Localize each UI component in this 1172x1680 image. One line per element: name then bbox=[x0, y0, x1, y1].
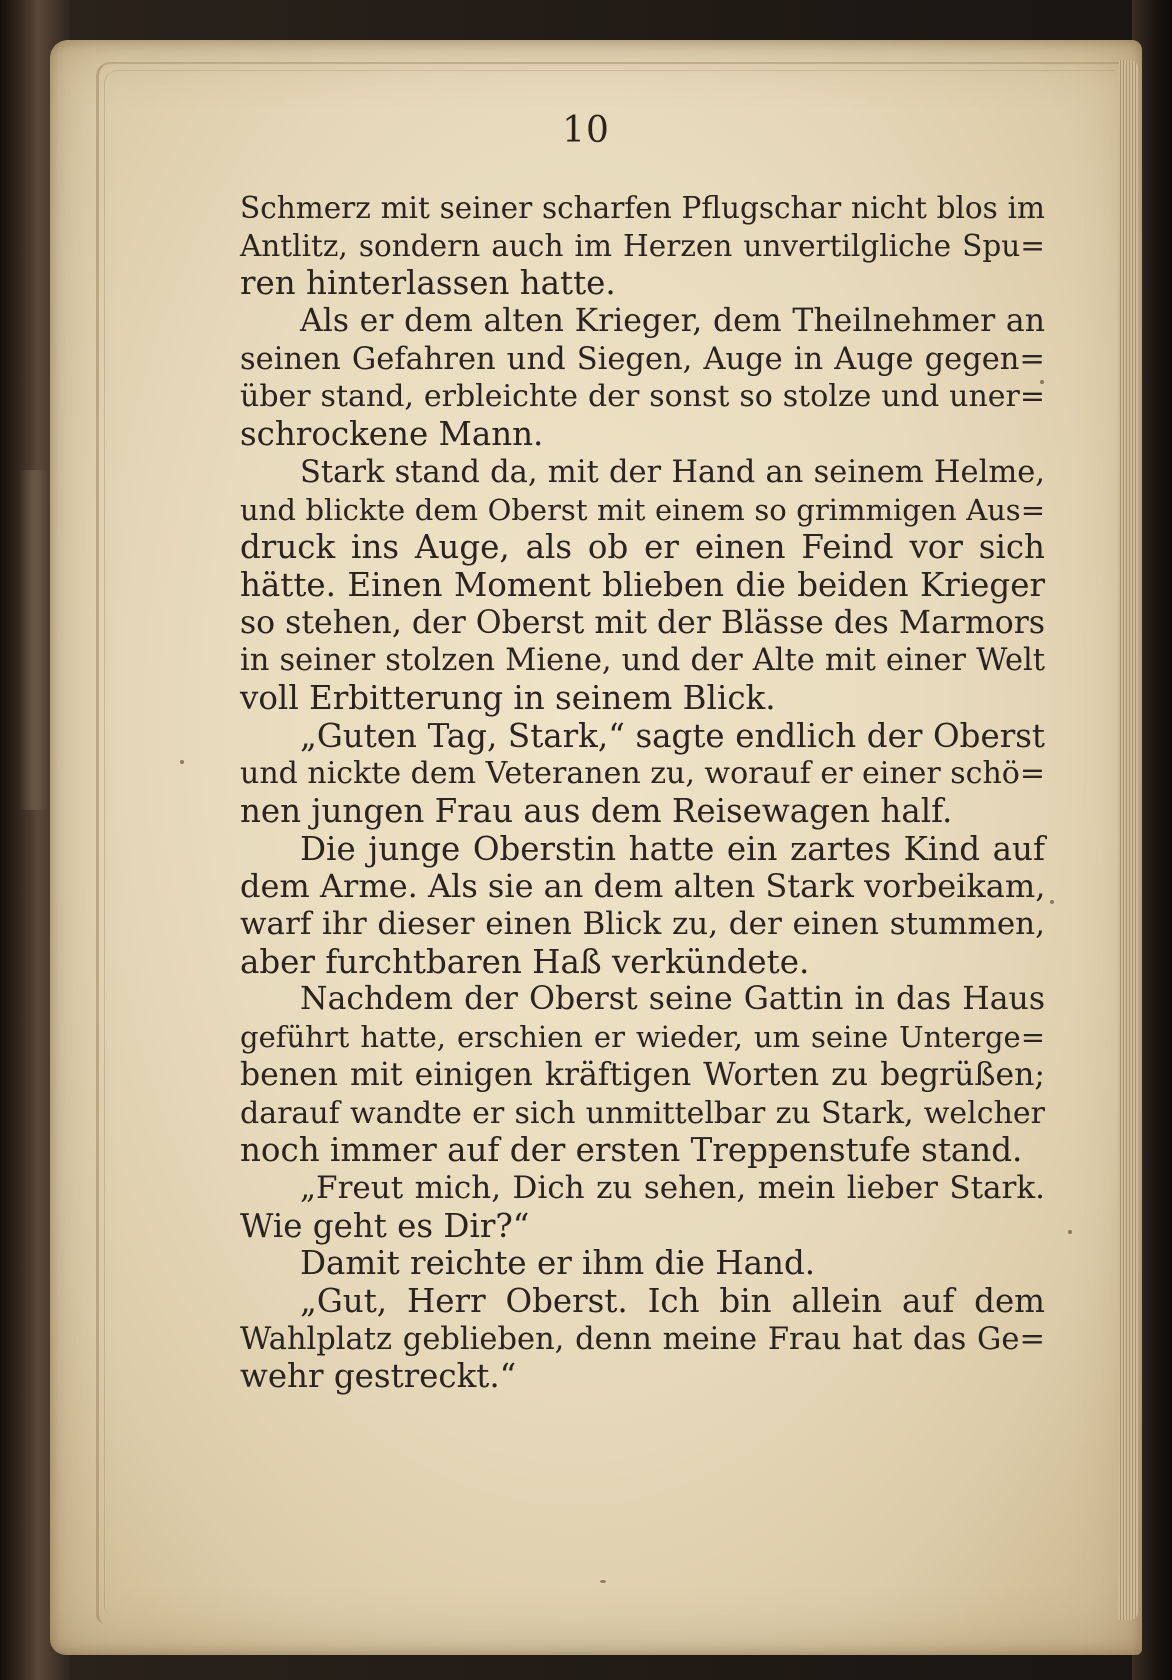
page-number: 10 bbox=[562, 110, 610, 151]
text-line: aber furchtbaren Haß verkündete. bbox=[240, 942, 810, 981]
body-text bbox=[240, 190, 1045, 1396]
text-line: benen mit einigen kräftigen Worten zu begrüßen; bbox=[240, 1056, 1045, 1093]
text-line: voll Erbitterung in seinem Blick. bbox=[240, 678, 776, 717]
text-line: so stehen, der Oberst mit der Blässe des Marmors bbox=[240, 604, 1045, 641]
text-line: über stand, erbleichte der sonst so stolze und uner= bbox=[240, 379, 1045, 415]
text-line: Wie geht es Dir?“ bbox=[240, 1206, 530, 1245]
text-line: darauf wandte er sich unmittelbar zu Stark, welcher bbox=[240, 1095, 1045, 1131]
text-line: noch immer auf der ersten Treppenstufe stand. bbox=[240, 1131, 1023, 1170]
text-line: und blickte dem Oberst mit einem so grimmigen Aus= bbox=[240, 492, 1045, 527]
text-line: ren hinterlassen hatte. bbox=[240, 264, 616, 303]
paper-speck bbox=[1068, 1230, 1072, 1234]
text-line: warf ihr dieser einen Blick zu, der einen stummen, bbox=[240, 906, 1045, 943]
text-line: „Gut, Herr Oberst. Ich bin allein auf dem bbox=[300, 1281, 1045, 1320]
text-line: Nachdem der Oberst seine Gattin in das Haus bbox=[300, 981, 1045, 1018]
text-line: hätte. Einen Moment blieben die beiden Krieger bbox=[240, 565, 1045, 604]
text-line: „Freut mich, Dich zu sehen, mein lieber Stark. bbox=[300, 1169, 1045, 1206]
text-line: „Guten Tag, Stark,“ sagte endlich der Oberst bbox=[300, 716, 1045, 755]
page-stack-edge bbox=[1118, 60, 1138, 1620]
text-line: Antlitz, sondern auch im Herzen unvertilgliche Spu= bbox=[240, 228, 1045, 263]
text-line: Stark stand da, mit der Hand an seinem Helme, bbox=[300, 454, 1045, 490]
text-line: Als er dem alten Krieger, dem Theilnehmer an bbox=[300, 303, 1045, 340]
text-line: in seiner stolzen Miene, und der Alte mit einer Welt bbox=[240, 643, 1045, 679]
text-line: Die junge Oberstin hatte ein zartes Kind auf bbox=[300, 829, 1045, 868]
text-line: schrockene Mann. bbox=[240, 415, 544, 454]
text-line: wehr gestreckt.“ bbox=[240, 1357, 517, 1396]
paper-speck bbox=[1050, 900, 1054, 904]
text-line: nen jungen Frau aus dem Reisewagen half. bbox=[240, 792, 953, 830]
text-line: geführt hatte, erschien er wieder, um seine Unterge= bbox=[240, 1020, 1045, 1055]
text-line: Damit reichte er ihm die Hand. bbox=[300, 1244, 816, 1283]
paper-speck bbox=[180, 760, 184, 764]
text-line: Wahlplatz geblieben, denn meine Frau hat das Ge= bbox=[240, 1321, 1045, 1357]
text-line: seinen Gefahren und Siegen, Auge in Auge gegen= bbox=[240, 341, 1045, 377]
text-line: Schmerz mit seiner scharfen Pflugschar nicht blos im bbox=[240, 191, 1045, 225]
text-line: dem Arme. Als sie an dem alten Stark vorbeikam, bbox=[240, 867, 1046, 906]
paper-speck bbox=[600, 1580, 606, 1583]
text-line: druck ins Auge, als ob er einen Feind vor sich bbox=[240, 528, 1045, 567]
text-line: und nickte dem Veteranen zu, worauf er einer schö= bbox=[240, 756, 1045, 792]
